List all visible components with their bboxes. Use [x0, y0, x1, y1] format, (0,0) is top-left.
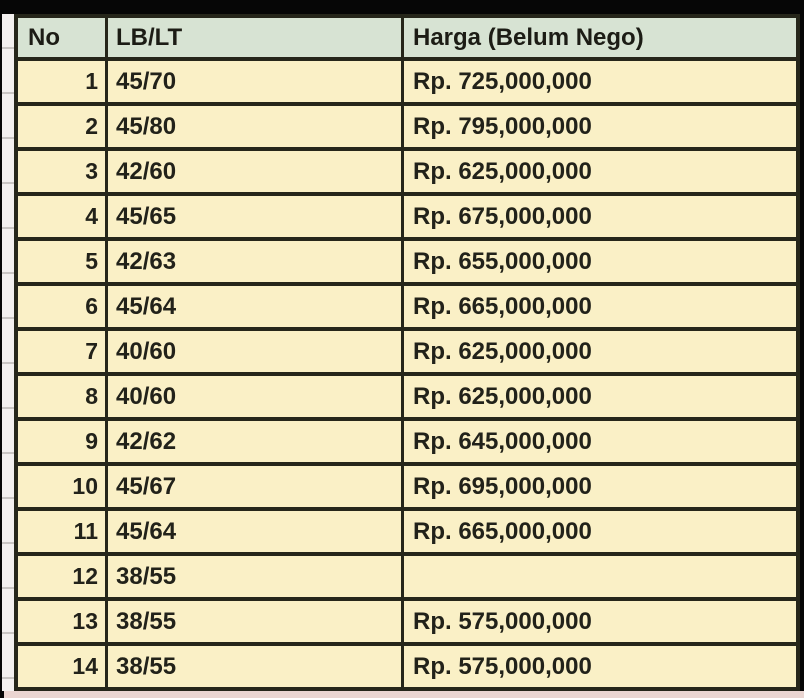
adjacent-column-sliver: [2, 14, 14, 691]
table-cell-no: 2: [18, 106, 105, 147]
table-cell-no: 14: [18, 646, 105, 687]
table-cell-no: 11: [18, 511, 105, 552]
table-cell-harga: Rp. 665,000,000: [404, 511, 796, 552]
table-cell-harga: Rp. 725,000,000: [404, 61, 796, 102]
table-cell-harga: Rp. 645,000,000: [404, 421, 796, 462]
table-cell-lblt: 45/67: [108, 466, 401, 507]
table-cell-no: 3: [18, 151, 105, 192]
table-cell-no: 4: [18, 196, 105, 237]
table-cell-harga: Rp. 675,000,000: [404, 196, 796, 237]
table-cell-no: 7: [18, 331, 105, 372]
table-cell-lblt: 45/65: [108, 196, 401, 237]
table-cell-lblt: 45/80: [108, 106, 401, 147]
table-cell-no: 12: [18, 556, 105, 597]
table-cell-no: 6: [18, 286, 105, 327]
table-cell-lblt: 38/55: [108, 556, 401, 597]
table-cell-harga: Rp. 665,000,000: [404, 286, 796, 327]
table-cell-lblt: 38/55: [108, 646, 401, 687]
price-table: [14, 14, 800, 691]
table-cell-harga: Rp. 575,000,000: [404, 646, 796, 687]
table-cell-harga: Rp. 625,000,000: [404, 376, 796, 417]
column-header-no: No: [18, 18, 105, 57]
table-cell-lblt: 45/64: [108, 511, 401, 552]
table-cell-lblt: 45/70: [108, 61, 401, 102]
column-header-harga: Harga (Belum Nego): [404, 18, 796, 57]
table-cell-harga: Rp. 695,000,000: [404, 466, 796, 507]
table-cell-no: 1: [18, 61, 105, 102]
table-cell-lblt: 40/60: [108, 331, 401, 372]
table-cell-no: 13: [18, 601, 105, 642]
table-cell-lblt: 42/60: [108, 151, 401, 192]
table-cell-harga: Rp. 795,000,000: [404, 106, 796, 147]
table-cell-no: 10: [18, 466, 105, 507]
table-cell-no: 9: [18, 421, 105, 462]
table-cell-no: 5: [18, 241, 105, 282]
table-cell-harga: Rp. 655,000,000: [404, 241, 796, 282]
table-cell-lblt: 38/55: [108, 601, 401, 642]
bottom-pink-strip: [4, 691, 804, 698]
column-header-lblt: LB/LT: [108, 18, 401, 57]
table-cell-harga: Rp. 625,000,000: [404, 151, 796, 192]
table-cell-harga: [404, 556, 796, 597]
table-cell-lblt: 45/64: [108, 286, 401, 327]
table-cell-lblt: 42/63: [108, 241, 401, 282]
table-cell-no: 8: [18, 376, 105, 417]
table-cell-harga: Rp. 575,000,000: [404, 601, 796, 642]
table-cell-lblt: 42/62: [108, 421, 401, 462]
table-cell-lblt: 40/60: [108, 376, 401, 417]
table-cell-harga: Rp. 625,000,000: [404, 331, 796, 372]
